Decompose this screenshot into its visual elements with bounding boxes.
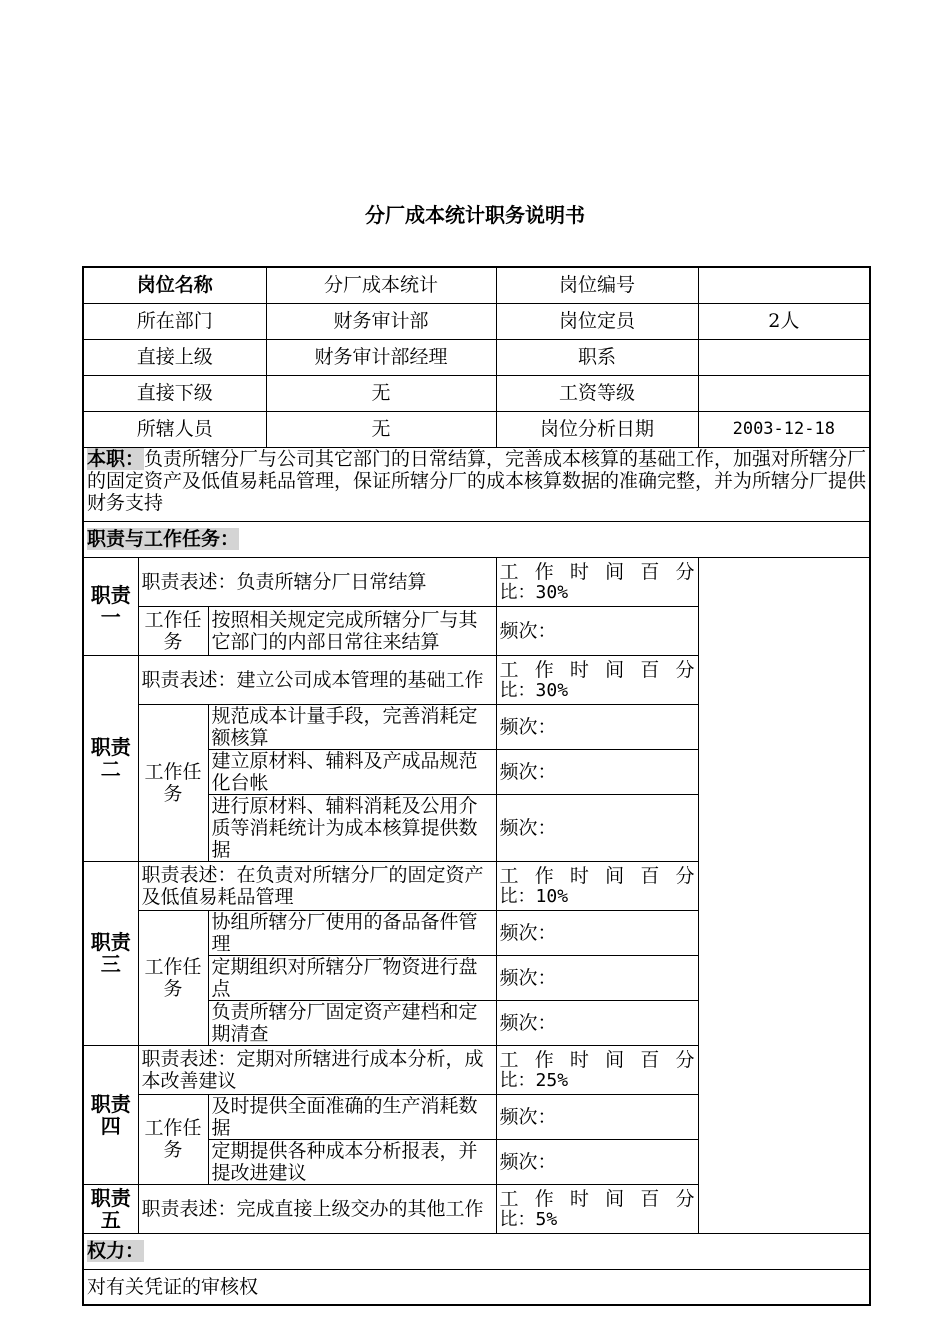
pct-value: 比：5% — [499, 1208, 558, 1230]
info-value — [698, 267, 870, 303]
task-row — [83, 704, 870, 749]
power-label: 权力： — [87, 1240, 145, 1262]
duty-label-4: 职责四 — [83, 1045, 138, 1184]
info-label: 职系 — [496, 339, 698, 375]
info-value: 无 — [266, 411, 496, 447]
task-label: 工作任务 — [138, 1094, 208, 1184]
task-freq: 频次： — [496, 794, 698, 861]
task-row — [83, 606, 870, 655]
info-row — [83, 411, 870, 447]
info-label: 岗位编号 — [496, 267, 698, 303]
pct-label: 工作时间百分 — [499, 1187, 695, 1210]
duty-pct — [496, 1184, 698, 1233]
main-duty-cell — [83, 447, 870, 521]
power-header-cell — [83, 1233, 870, 1269]
pct-value: 比：10% — [499, 885, 569, 907]
info-value: 财务审计部经理 — [266, 339, 496, 375]
info-label: 直接上级 — [83, 339, 266, 375]
info-label: 直接下级 — [83, 375, 266, 411]
info-label: 岗位定员 — [496, 303, 698, 339]
pct-value: 比：25% — [499, 1069, 569, 1091]
info-row — [83, 339, 870, 375]
pct-value: 比：30% — [499, 679, 569, 701]
duty-desc-row — [83, 1184, 870, 1233]
info-label: 岗位名称 — [83, 267, 266, 303]
task-freq: 频次： — [496, 1139, 698, 1184]
task-row — [83, 1094, 870, 1139]
task-text: 协组所辖分厂使用的备品备件管理 — [208, 910, 496, 955]
pct-label: 工作时间百分 — [499, 658, 695, 681]
task-freq: 频次： — [496, 704, 698, 749]
task-label: 工作任务 — [138, 606, 208, 655]
power-row — [83, 1269, 870, 1305]
info-value: 2人 — [698, 303, 870, 339]
job-description-table — [82, 266, 871, 1306]
pct-label: 工作时间百分 — [499, 864, 695, 887]
task-text: 进行原材料、辅料消耗及公用介质等消耗统计为成本核算提供数据 — [208, 794, 496, 861]
duty-label-2: 职责二 — [83, 655, 138, 861]
task-freq: 频次： — [496, 749, 698, 794]
task-text: 负责所辖分厂固定资产建档和定期清查 — [208, 1000, 496, 1045]
task-freq: 频次： — [496, 606, 698, 655]
duty-pct — [496, 655, 698, 704]
task-text: 定期提供各种成本分析报表，并提改进建议 — [208, 1139, 496, 1184]
info-label: 所在部门 — [83, 303, 266, 339]
main-duty-label: 本职： — [87, 447, 145, 470]
duty-label-3: 职责三 — [83, 861, 138, 1045]
duty-desc: 职责表述：建立公司成本管理的基础工作 — [138, 655, 496, 704]
task-text: 按照相关规定完成所辖分厂与其它部门的内部日常往来结算 — [208, 606, 496, 655]
task-freq: 频次： — [496, 955, 698, 1000]
main-duty-text: 负责所辖分厂与公司其它部门的日常结算，完善成本核算的基础工作，加强对所辖分厂的固定资产及低值易耗品管理，保证所辖分厂的成本核算数据的准确完整，并为所辖分厂提供财务支持 — [87, 447, 867, 514]
task-freq: 频次： — [496, 1000, 698, 1045]
duty-desc: 职责表述：在负责对所辖分厂的固定资产及低值易耗品管理 — [138, 861, 496, 910]
duty-desc: 职责表述：定期对所辖进行成本分析，成本改善建议 — [138, 1045, 496, 1094]
info-value: 分厂成本统计 — [266, 267, 496, 303]
info-label: 岗位分析日期 — [496, 411, 698, 447]
duty-pct — [496, 1045, 698, 1094]
info-label: 工资等级 — [496, 375, 698, 411]
duty-desc-row — [83, 1045, 870, 1094]
duty-desc: 职责表述：完成直接上级交办的其他工作 — [138, 1184, 496, 1233]
main-duty-row — [83, 447, 870, 521]
task-row — [83, 910, 870, 955]
info-value: 无 — [266, 375, 496, 411]
task-label: 工作任务 — [138, 910, 208, 1045]
duties-header-row — [83, 521, 870, 557]
power-text: 对有关凭证的审核权 — [83, 1269, 870, 1305]
info-label: 所辖人员 — [83, 411, 266, 447]
duty-pct — [496, 557, 698, 606]
task-text: 规范成本计量手段，完善消耗定额核算 — [208, 704, 496, 749]
power-header-row — [83, 1233, 870, 1269]
info-row — [83, 375, 870, 411]
task-text: 定期组织对所辖分厂物资进行盘点 — [208, 955, 496, 1000]
document-title: 分厂成本统计职务说明书 — [365, 203, 585, 227]
duty-pct — [496, 861, 698, 910]
task-label: 工作任务 — [138, 704, 208, 861]
task-text: 建立原材料、辅料及产成品规范化台帐 — [208, 749, 496, 794]
pct-value: 比：30% — [499, 581, 569, 603]
duty-desc: 职责表述：负责所辖分厂日常结算 — [138, 557, 496, 606]
task-freq: 频次： — [496, 1094, 698, 1139]
info-value — [698, 339, 870, 375]
task-freq: 频次： — [496, 910, 698, 955]
pct-label: 工作时间百分 — [499, 1048, 695, 1071]
info-row — [83, 267, 870, 303]
duties-header: 职责与工作任务： — [87, 528, 240, 550]
info-row — [83, 303, 870, 339]
analysis-date: 2003-12-18 — [698, 411, 870, 447]
info-value — [698, 375, 870, 411]
duty-desc-row — [83, 861, 870, 910]
task-text: 及时提供全面准确的生产消耗数据 — [208, 1094, 496, 1139]
duty-label-5: 职责五 — [83, 1184, 138, 1233]
pct-label: 工作时间百分 — [499, 560, 695, 583]
duty-label-1: 职责一 — [83, 557, 138, 655]
duties-header-cell — [83, 521, 870, 557]
duty-desc-row — [83, 655, 870, 704]
info-value: 财务审计部 — [266, 303, 496, 339]
duty-desc-row — [83, 557, 870, 606]
